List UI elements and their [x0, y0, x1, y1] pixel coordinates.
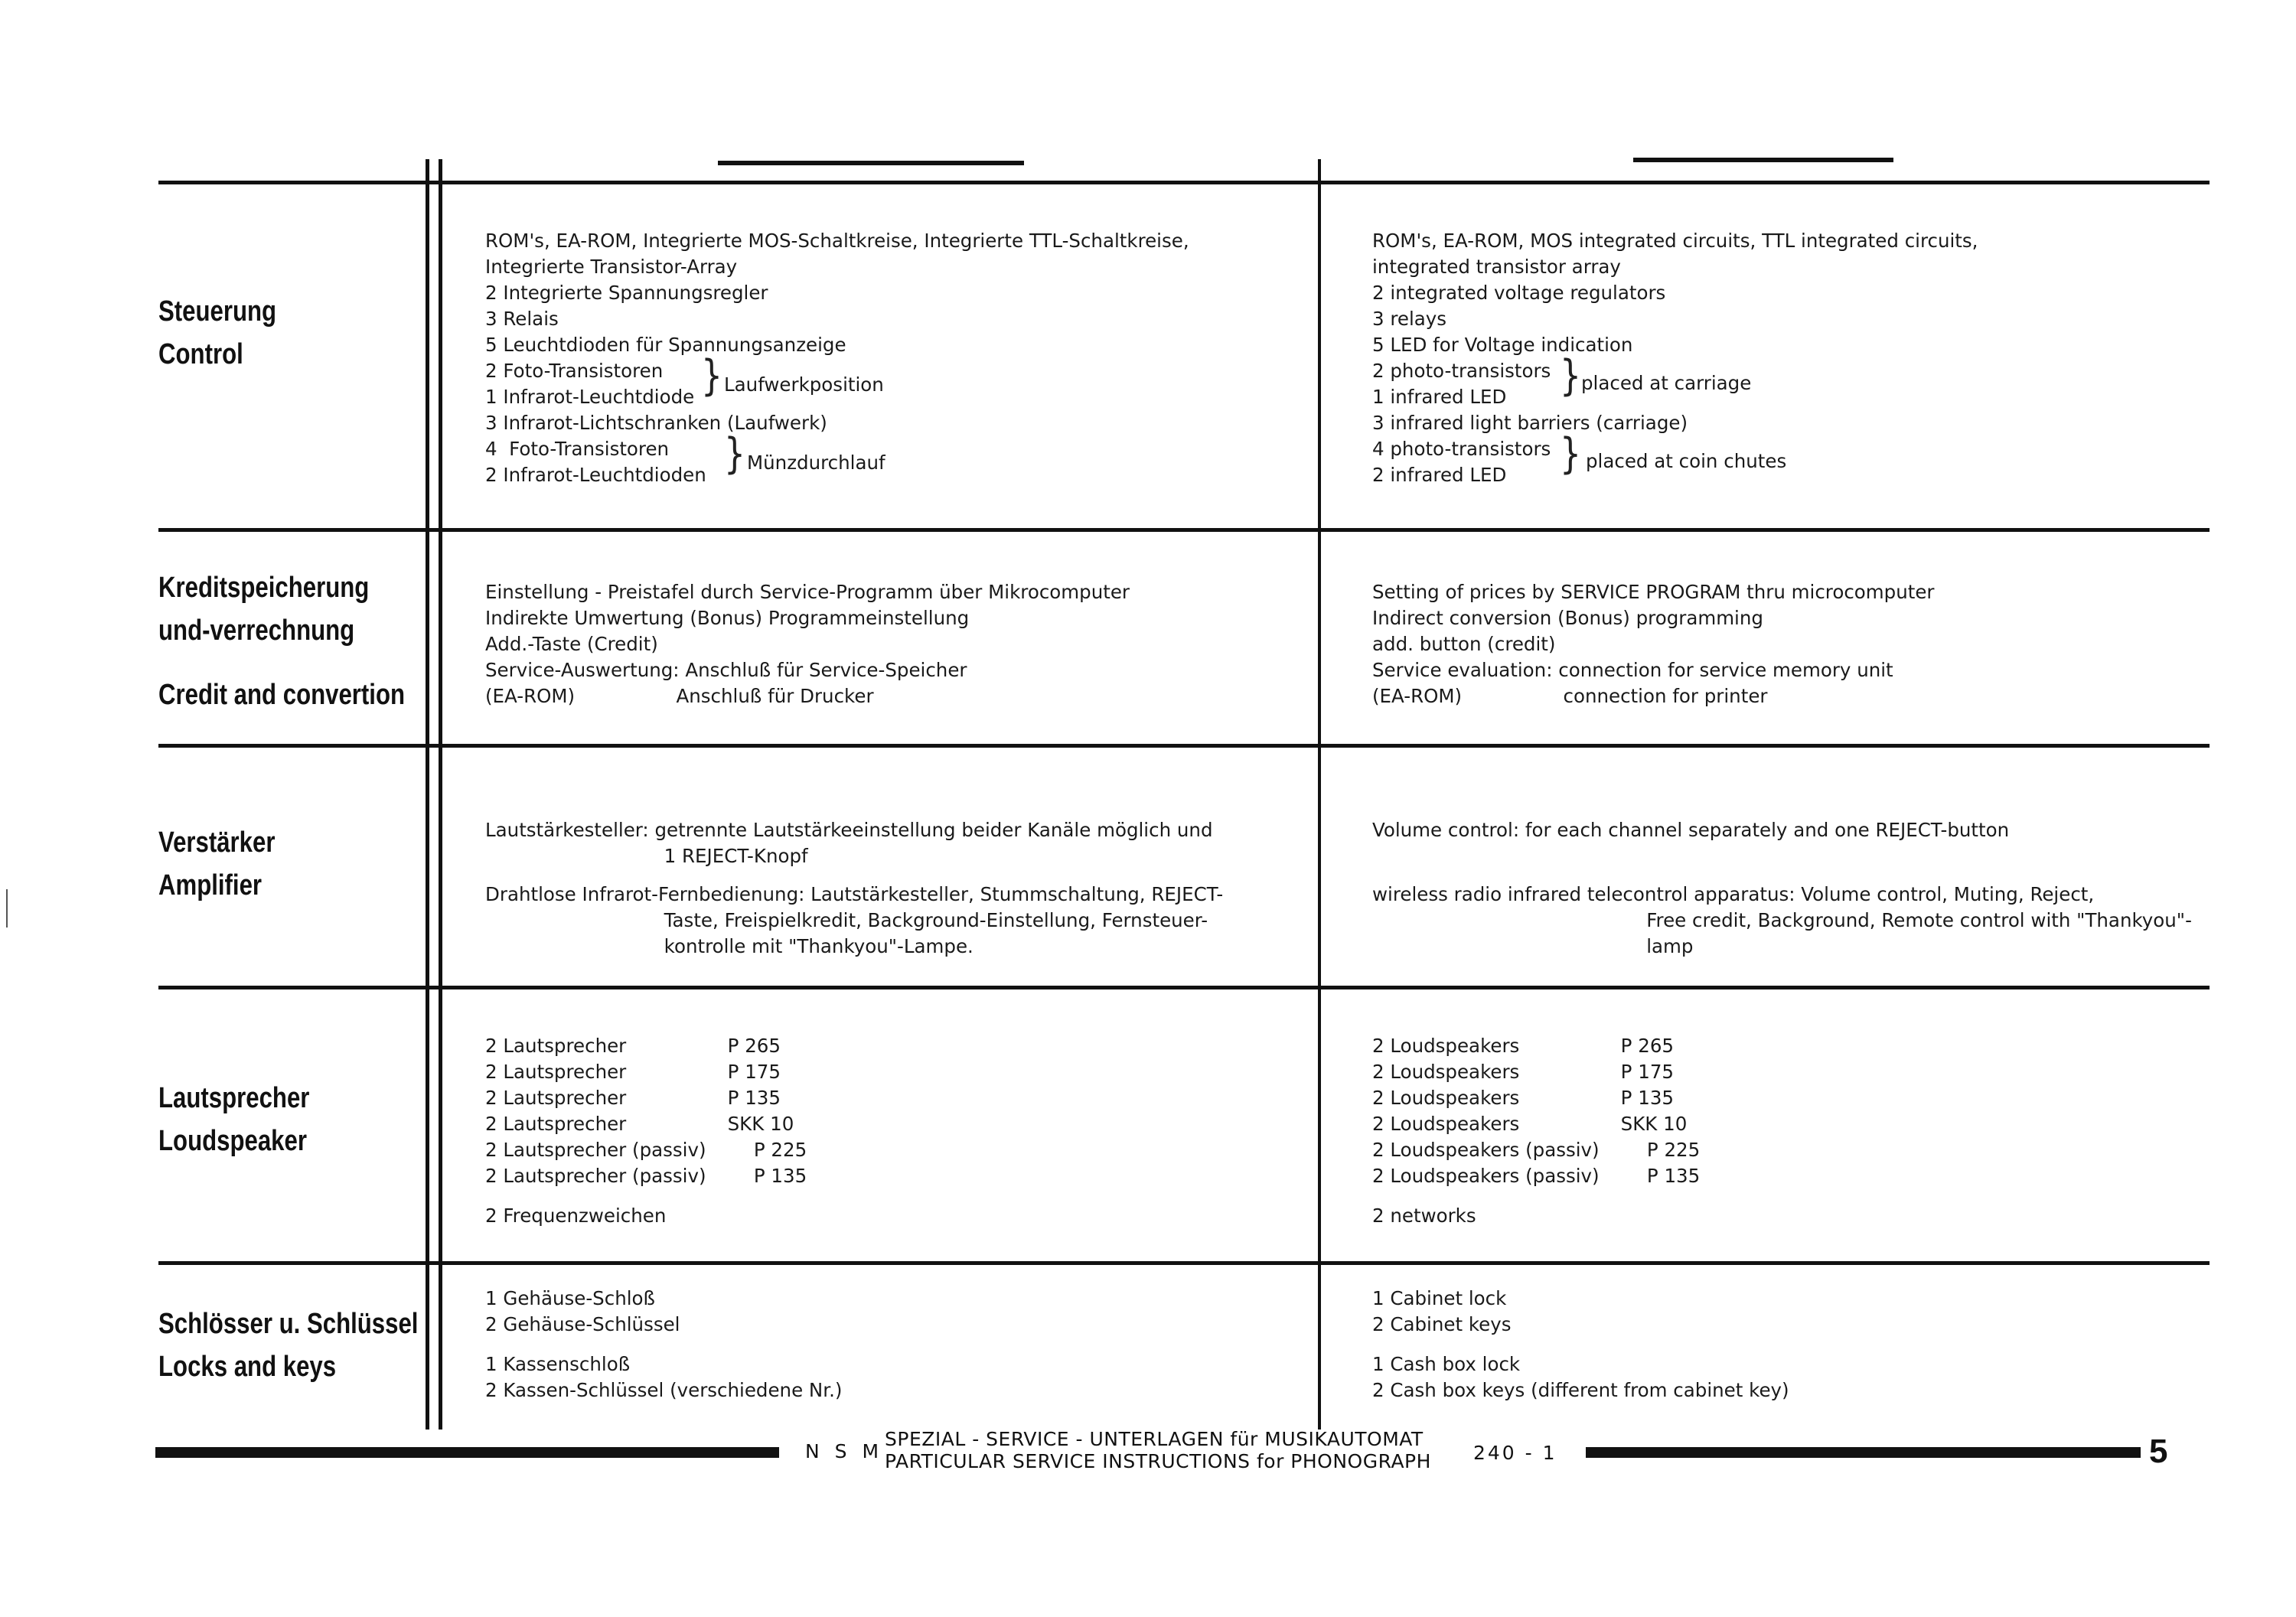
footer-line-1: SPEZIAL - SERVICE - UNTERLAGEN für MUSIKAUTOMAT	[885, 1428, 1424, 1450]
control-en-line-6: 1 infrared LED	[1372, 386, 1507, 408]
label-amplifier-de: Verstärker	[158, 826, 276, 859]
control-de-line-0: ROM's, EA-ROM, Integrierte MOS-Schaltkreise, Integrierte TTL-Schaltkreise,	[485, 230, 1189, 252]
amplifier-de-line-5: kontrolle mit "Thankyou"-Lampe.	[485, 935, 974, 957]
rule-2	[158, 744, 2210, 748]
control-en-line-8: 4 photo-transistors	[1372, 438, 1551, 460]
control-de-note-2: Münzdurchlauf	[747, 452, 885, 474]
credit-en-line-3: Service evaluation: connection for service memory unit	[1372, 659, 1893, 681]
loudspeaker-de-line-7: 2 Frequenzweichen	[485, 1205, 667, 1227]
label-control-de: Steuerung	[158, 295, 277, 328]
label-loudspeaker-de: Lautsprecher	[158, 1082, 310, 1114]
locks-de-line-0: 1 Gehäuse-Schloß	[485, 1287, 655, 1309]
control-en-line-0: ROM's, EA-ROM, MOS integrated circuits, TTL integrated circuits,	[1372, 230, 1978, 252]
label-locks-de: Schlösser u. Schlüssel	[158, 1308, 419, 1340]
loudspeaker-de-line-1: 2 Lautsprecher P 175	[485, 1061, 781, 1083]
footer-model: 240 - 1	[1473, 1442, 1557, 1464]
loudspeaker-en-line-3: 2 Loudspeakers SKK 10	[1372, 1113, 1688, 1135]
rule-3	[158, 986, 2210, 989]
amplifier-de-line-1: 1 REJECT-Knopf	[485, 845, 808, 867]
credit-de-line-3: Service-Auswertung: Anschluß für Service-Speicher	[485, 659, 967, 681]
credit-en-line-0: Setting of prices by SERVICE PROGRAM thru microcomputer	[1372, 581, 1935, 603]
credit-en-line-1: Indirect conversion (Bonus) programming	[1372, 607, 1763, 629]
loudspeaker-en-line-4: 2 Loudspeakers (passiv) P 225	[1372, 1139, 1701, 1161]
locks-de-line-1: 2 Gehäuse-Schlüssel	[485, 1313, 680, 1335]
locks-en-line-3: 1 Cash box lock	[1372, 1353, 1521, 1375]
control-en-line-7: 3 infrared light barriers (carriage)	[1372, 412, 1688, 434]
label-credit-en: Credit and convertion	[158, 679, 406, 711]
amplifier-de-line-3: Drahtlose Infrarot-Fernbedienung: Lautstärkesteller, Stummschaltung, REJECT-	[485, 883, 1224, 905]
rule-4	[158, 1261, 2210, 1265]
credit-en-line-2: add. button (credit)	[1372, 633, 1556, 655]
loudspeaker-en-line-2: 2 Loudspeakers P 135	[1372, 1087, 1675, 1109]
control-en-note-1: placed at carriage	[1581, 372, 1752, 394]
label-credit-de-1: Kreditspeicherung	[158, 572, 370, 604]
margin-mark	[6, 889, 8, 927]
credit-de-line-4: (EA-ROM) Anschluß für Drucker	[485, 685, 874, 707]
control-en-line-4: 5 LED for Voltage indication	[1372, 334, 1633, 356]
loudspeaker-en-line-1: 2 Loudspeakers P 175	[1372, 1061, 1675, 1083]
footer-bar-left	[155, 1447, 779, 1458]
amplifier-en-line-3: wireless radio infrared telecontrol apparatus: Volume control, Muting, Reject,	[1372, 883, 2095, 905]
rule-1	[158, 528, 2210, 532]
control-en-line-1: integrated transistor array	[1372, 256, 1621, 278]
locks-de-line-4: 2 Kassen-Schlüssel (verschiedene Nr.)	[485, 1379, 843, 1401]
brace-icon: }	[1560, 351, 1581, 401]
loudspeaker-de-line-5: 2 Lautsprecher (passiv) P 135	[485, 1165, 807, 1187]
control-de-note-1: Laufwerkposition	[724, 373, 884, 396]
locks-de-line-3: 1 Kassenschloß	[485, 1353, 631, 1375]
footer-line-2: PARTICULAR SERVICE INSTRUCTIONS for PHONOGRAPH	[885, 1450, 1431, 1472]
control-de-line-6: 1 Infrarot-Leuchtdiode	[485, 386, 695, 408]
control-de-line-1: Integrierte Transistor-Array	[485, 256, 738, 278]
label-control-en: Control	[158, 338, 243, 370]
credit-de-line-1: Indirekte Umwertung (Bonus) Programmeinstellung	[485, 607, 970, 629]
locks-en-line-4: 2 Cash box keys (different from cabinet key)	[1372, 1379, 1789, 1401]
amplifier-de-line-0: Lautstärkesteller: getrennte Lautstärkeeinstellung beider Kanäle möglich und	[485, 819, 1213, 841]
header-mark-left	[718, 161, 1024, 165]
loudspeaker-en-line-0: 2 Loudspeakers P 265	[1372, 1035, 1675, 1057]
footer-bar-right	[1586, 1447, 2141, 1458]
control-de-line-4: 5 Leuchtdioden für Spannungsanzeige	[485, 334, 846, 356]
label-amplifier-en: Amplifier	[158, 869, 263, 901]
vrule-left-a	[426, 159, 429, 1430]
locks-en-line-1: 2 Cabinet keys	[1372, 1313, 1512, 1335]
control-de-line-9: 2 Infrarot-Leuchtdioden	[485, 464, 706, 486]
loudspeaker-en-line-7: 2 networks	[1372, 1205, 1476, 1227]
control-en-line-5: 2 photo-transistors	[1372, 360, 1551, 382]
loudspeaker-de-line-2: 2 Lautsprecher P 135	[485, 1087, 781, 1109]
credit-de-line-0: Einstellung - Preistafel durch Service-Programm über Mikrocomputer	[485, 581, 1130, 603]
control-de-line-8: 4 Foto-Transistoren	[485, 438, 670, 460]
loudspeaker-de-line-0: 2 Lautsprecher P 265	[485, 1035, 781, 1057]
vrule-left-b	[439, 159, 442, 1430]
brace-icon: }	[1560, 429, 1581, 479]
rule-top	[158, 181, 2210, 184]
brace-icon: }	[701, 351, 722, 401]
loudspeaker-en-line-5: 2 Loudspeakers (passiv) P 135	[1372, 1165, 1701, 1187]
credit-de-line-2: Add.-Taste (Credit)	[485, 633, 658, 655]
control-en-note-2: placed at coin chutes	[1586, 450, 1787, 472]
brace-icon: }	[724, 429, 745, 479]
control-en-line-2: 2 integrated voltage regulators	[1372, 282, 1666, 304]
page-number: 5	[2149, 1433, 2168, 1470]
amplifier-en-line-5: lamp	[1372, 935, 1694, 957]
control-de-line-7: 3 Infrarot-Lichtschranken (Laufwerk)	[485, 412, 827, 434]
locks-en-line-0: 1 Cabinet lock	[1372, 1287, 1507, 1309]
control-en-line-9: 2 infrared LED	[1372, 464, 1507, 486]
amplifier-en-line-0: Volume control: for each channel separately and one REJECT-button	[1372, 819, 2010, 841]
vrule-middle	[1318, 159, 1321, 1430]
label-locks-en: Locks and keys	[158, 1351, 337, 1383]
loudspeaker-de-line-4: 2 Lautsprecher (passiv) P 225	[485, 1139, 807, 1161]
control-de-line-3: 3 Relais	[485, 308, 559, 330]
header-mark-right	[1633, 158, 1893, 162]
amplifier-de-line-4: Taste, Freispielkredit, Background-Einstellung, Fernsteuer-	[485, 909, 1208, 931]
credit-en-line-4: (EA-ROM) connection for printer	[1372, 685, 1768, 707]
amplifier-en-line-4: Free credit, Background, Remote control with "Thankyou"-	[1372, 909, 2192, 931]
loudspeaker-de-line-3: 2 Lautsprecher SKK 10	[485, 1113, 794, 1135]
label-credit-de-2: und-verrechnung	[158, 615, 355, 647]
control-de-line-2: 2 Integrierte Spannungsregler	[485, 282, 768, 304]
control-en-line-3: 3 relays	[1372, 308, 1447, 330]
label-loudspeaker-en: Loudspeaker	[158, 1125, 307, 1157]
footer-brand: N S M	[805, 1440, 884, 1462]
control-de-line-5: 2 Foto-Transistoren	[485, 360, 664, 382]
